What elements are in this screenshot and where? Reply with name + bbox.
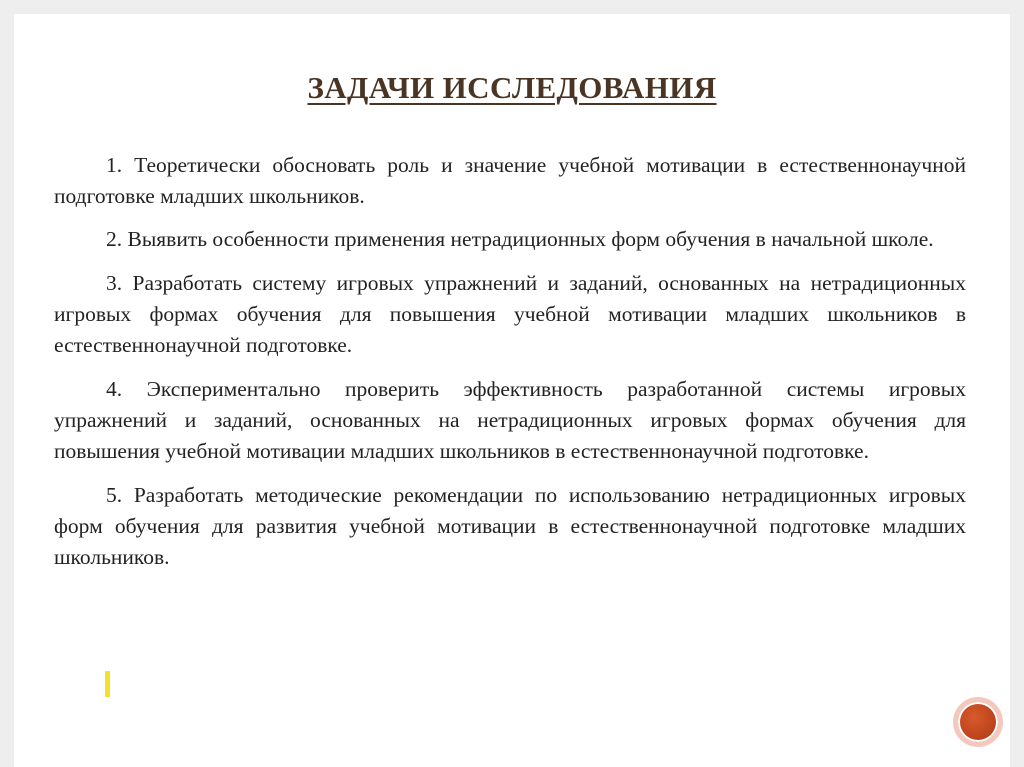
task-item-2: 2. Выявить особенности применения нетрадиционных форм обучения в начальной школе.: [106, 227, 934, 251]
slide-title: ЗАДАЧИ ИССЛЕДОВАНИЯ: [307, 70, 717, 105]
task-item-1: 1. Теоретически обосновать роль и значение учебной мотивации в естественнонаучной подготовке младших школьников.: [54, 153, 966, 208]
task-list: [54, 150, 966, 586]
text-cursor-icon: [105, 671, 110, 697]
task-item-4: 4. Экспериментально проверить эффективность разработанной системы игровых упражнений и заданий, основанных на нетрадиционных игровых формах обучения для повышения учебной мотивации младших школьников в естественнонаучной подготовке.: [54, 377, 966, 463]
task-item-5: 5. Разработать методические рекомендации по использованию нетрадиционных игровых форм обучения для развития учебной мотивации в естественнонаучной подготовке младших школьников.: [54, 483, 966, 569]
slide-nav-circle-icon[interactable]: [953, 697, 1003, 747]
slide-nav-circle-inner: [958, 702, 998, 742]
task-item-3: 3. Разработать систему игровых упражнений и заданий, основанных на нетрадиционных игровых формах обучения для повышения учебной мотивации младших школьников в естественнонаучной подготовке.: [54, 271, 966, 357]
